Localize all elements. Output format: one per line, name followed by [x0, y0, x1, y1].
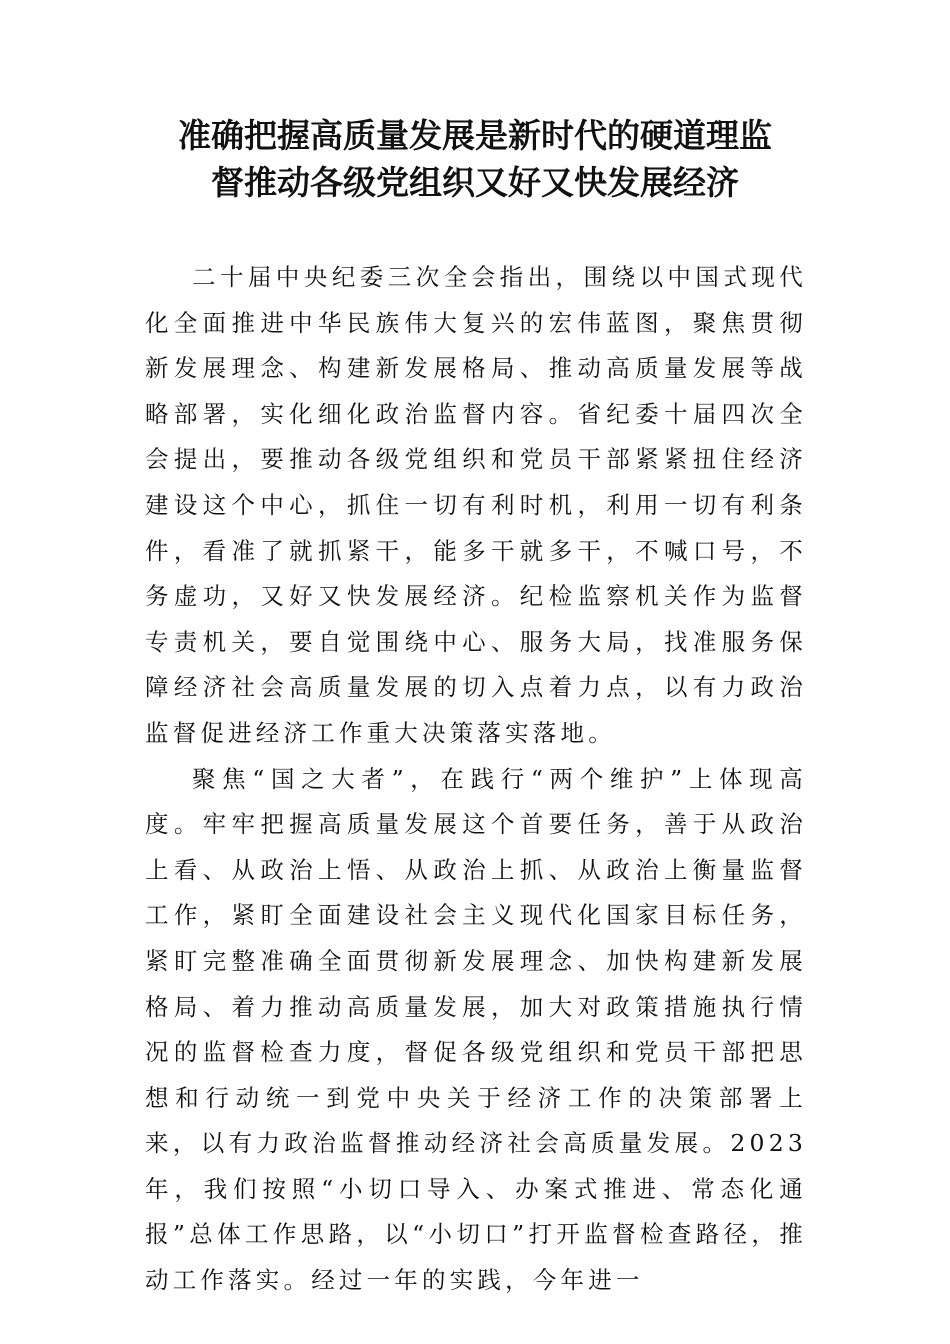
paragraph-2: 聚焦“国之大者”，在践行“两个维护”上体现高度。牢牢把握高质量发展这个首要任务，善于从政治上看、从政治上悟、从政治上抓、从政治上衡量监督工作，紧盯全面建设社会主义现代化国家目标任务，紧盯完整准确全面贯彻新发展理念、加快构建新发展格局、着力推动高质量发展，加大对政策措施执行情况的监督检查力度，督促各级党组织和党员干部把思想和行动统一到党中央关于经济工作的决策部署上来，以有力政治监督推动经济社会高质量发展。2023 年，我们按照“小切口导入、办案式推进、常态化通报”总体工作思路，以“小切口”打开监督检查路径，推动工作落实。经过一年的实践，今年进一 [145, 764, 807, 1295]
document-title [140, 112, 810, 206]
paragraph-1: 二十届中央纪委三次全会指出，围绕以中国式现代化全面推进中华民族伟大复兴的宏伟蓝图，聚焦贯彻新发展理念、构建新发展格局、推动高质量发展等战略部署，实化细化政治监督内容。省纪委十届四次全会提出，要推动各级党组织和党员干部紧紧扭住经济建设这个中心，抓住一切有利时机，利用一切有利条件，看准了就抓紧干，能多干就多干，不喊口号，不务虚功，又好又快发展经济。纪检监察机关作为监督专责机关，要自觉围绕中心、服务大局，找准服务保障经济社会高质量发展的切入点着力点，以有力政治监督促进经济工作重大决策落实落地。 [145, 263, 807, 747]
title-line-2: 督推动各级党组织又好又快发展经济 [211, 163, 739, 202]
document-body [145, 255, 807, 1304]
title-line-1: 准确把握高质量发展是新时代的硬道理监 [178, 116, 772, 155]
